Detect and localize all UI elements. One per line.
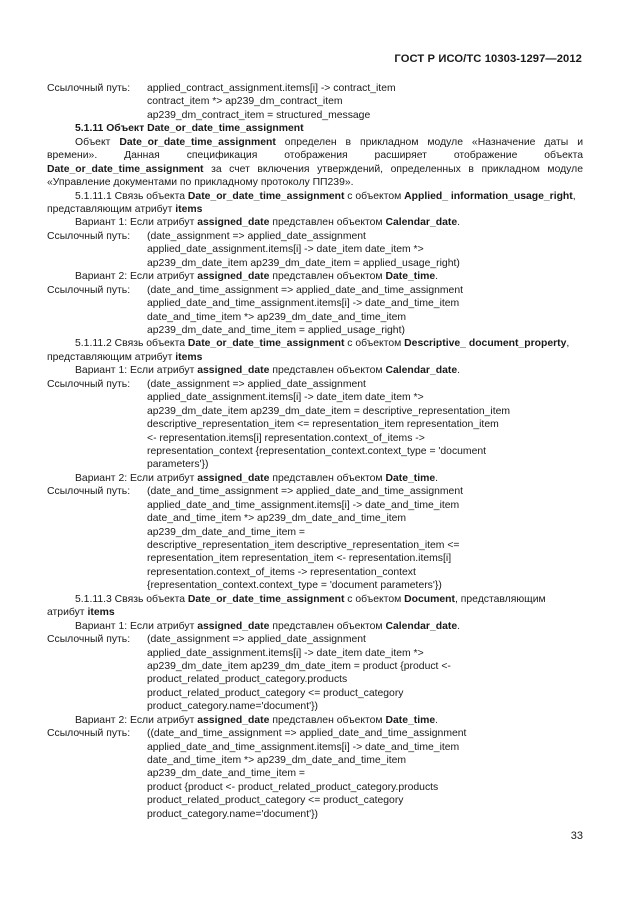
reference-path-row [47, 727, 583, 740]
reference-path-line: product {product <- product_related_product_category.products [147, 781, 439, 793]
reference-path-line: descriptive_representation_item descriptive_representation_item <= [147, 540, 460, 552]
reference-path-line: contract_item *> ap239_dm_contract_item [147, 96, 343, 108]
reference-path-line: date_and_time_item *> ap239_dm_date_and_time_item [147, 311, 407, 323]
reference-path-line: representation.context_of_items -> representation_context [147, 566, 416, 578]
reference-path-line: {representation_context.context_type = 'document parameters'}) [147, 580, 442, 592]
section-paragraph: Объект Date_or_date_time_assignment определен в прикладном модуле «Назначение даты и времени». Данная спецификация отображения расширяет отображение объекта Date_or_date_time_assignment за счет включения утверждений, определенных в прикладном модуле «Управление документами по прикладному протоколу ПП239». [47, 136, 583, 189]
reference-path-label: Ссылочный путь: [47, 230, 131, 242]
reference-path-line: ap239_dm_date_and_time_item = applied_usage_right) [147, 324, 405, 336]
reference-path-line: applied_date_assignment.items[i] -> date_item date_item *> [147, 647, 424, 659]
reference-path-row [47, 284, 583, 297]
reference-path-line: parameters'}) [147, 459, 209, 471]
variant-line: Вариант 1: Если атрибут assigned_date представлен объектом Calendar_date. [75, 365, 460, 377]
subsection-heading-cont: представляющим атрибут items [47, 204, 203, 216]
reference-path-line: ((date_and_time_assignment => applied_date_and_time_assignment [147, 728, 467, 740]
reference-path-line: ap239_dm_date_and_time_item = [147, 526, 305, 538]
variant-line: Вариант 1: Если атрибут assigned_date представлен объектом Calendar_date. [75, 217, 460, 229]
subsection-heading: 5.1.11.3 Связь объекта Date_or_date_time_assignment с объектом Document, представляющим [75, 593, 546, 605]
reference-path-label: Ссылочный путь: [47, 83, 131, 94]
reference-path-line: ap239_dm_date_and_time_item = [147, 768, 305, 780]
reference-path-line: applied_contract_assignment.items[i] -> contract_item [147, 83, 396, 94]
reference-path-line: ap239_dm_date_item ap239_dm_date_item = applied_usage_right) [147, 257, 460, 269]
variant-line: Вариант 2: Если атрибут assigned_date представлен объектом Date_time. [75, 714, 439, 726]
reference-path-line: <- representation.items[i] representation.context_of_items -> [147, 432, 425, 444]
reference-path-line: (date_assignment => applied_date_assignment [147, 378, 366, 390]
reference-path-line: ap239_dm_contract_item = structured_message [147, 109, 371, 121]
page-content [47, 82, 583, 821]
reference-path-line: product_category.name='document'}) [147, 701, 318, 713]
reference-path-line: applied_date_assignment.items[i] -> date_item date_item *> [147, 392, 424, 404]
reference-path-line: (date_and_time_assignment => applied_date_and_time_assignment [147, 486, 463, 498]
reference-path-line: product_related_product_category <= product_category [147, 795, 404, 807]
reference-path-row [47, 485, 583, 498]
reference-path-line: descriptive_representation_item <= representation_item representation_item [147, 419, 499, 431]
subsection-heading-cont: представляющим атрибут items [47, 351, 203, 363]
subsection-heading-cont: атрибут items [47, 607, 115, 619]
reference-path-label: Ссылочный путь: [47, 284, 131, 296]
reference-path-row [47, 82, 583, 95]
reference-path-line: product_related_product_category <= product_category [147, 687, 404, 699]
reference-path-line: representation_item representation_item <- representation.items[i] [147, 553, 452, 565]
reference-path-line: product_category.name='document'}) [147, 808, 318, 820]
subsection-heading: 5.1.11.2 Связь объекта Date_or_date_time_assignment с объектом Descriptive_ document_property, [75, 338, 570, 350]
reference-path-line: product_related_product_category.products [147, 674, 348, 686]
reference-path-line: representation_context {representation_context.context_type = 'document [147, 445, 487, 457]
variant-line: Вариант 2: Если атрибут assigned_date представлен объектом Date_time. [75, 271, 439, 283]
reference-path-line: applied_date_and_time_assignment.items[i] -> date_and_time_item [147, 499, 460, 511]
variant-line: Вариант 1: Если атрибут assigned_date представлен объектом Calendar_date. [75, 620, 460, 632]
reference-path-row [47, 633, 583, 646]
reference-path-line: date_and_time_item *> ap239_dm_date_and_time_item [147, 755, 407, 767]
reference-path-line: (date_assignment => applied_date_assignment [147, 230, 366, 242]
reference-path-line: (date_and_time_assignment => applied_date_and_time_assignment [147, 284, 463, 296]
reference-path-line: ap239_dm_date_item ap239_dm_date_item = product {product <- [147, 660, 451, 672]
reference-path-label: Ссылочный путь: [47, 728, 131, 740]
reference-path-line: applied_date_and_time_assignment.items[i] -> date_and_time_item [147, 741, 460, 753]
reference-path-row [47, 230, 583, 243]
reference-path-line: (date_assignment => applied_date_assignment [147, 634, 366, 646]
reference-path-label: Ссылочный путь: [47, 378, 131, 390]
reference-path-line: applied_date_assignment.items[i] -> date_item date_item *> [147, 244, 424, 256]
subsection-heading: 5.1.11.1 Связь объекта Date_or_date_time_assignment с объектом Applied_ information_usage_right, [75, 190, 576, 202]
reference-path-label: Ссылочный путь: [47, 486, 131, 498]
reference-path-line: date_and_time_item *> ap239_dm_date_and_time_item [147, 513, 407, 525]
page-number: 33 [570, 830, 583, 842]
reference-path-label: Ссылочный путь: [47, 634, 131, 646]
reference-path-row [47, 378, 583, 391]
variant-line: Вариант 2: Если атрибут assigned_date представлен объектом Date_time. [75, 472, 439, 484]
reference-path-line: applied_date_and_time_assignment.items[i] -> date_and_time_item [147, 298, 460, 310]
reference-path-line: ap239_dm_date_item ap239_dm_date_item = descriptive_representation_item [147, 405, 511, 417]
section-heading: 5.1.11 Объект Date_or_date_time_assignment [75, 123, 304, 135]
standard-header: ГОСТ Р ИСО/ТС 10303-1297—2012 [394, 53, 582, 65]
